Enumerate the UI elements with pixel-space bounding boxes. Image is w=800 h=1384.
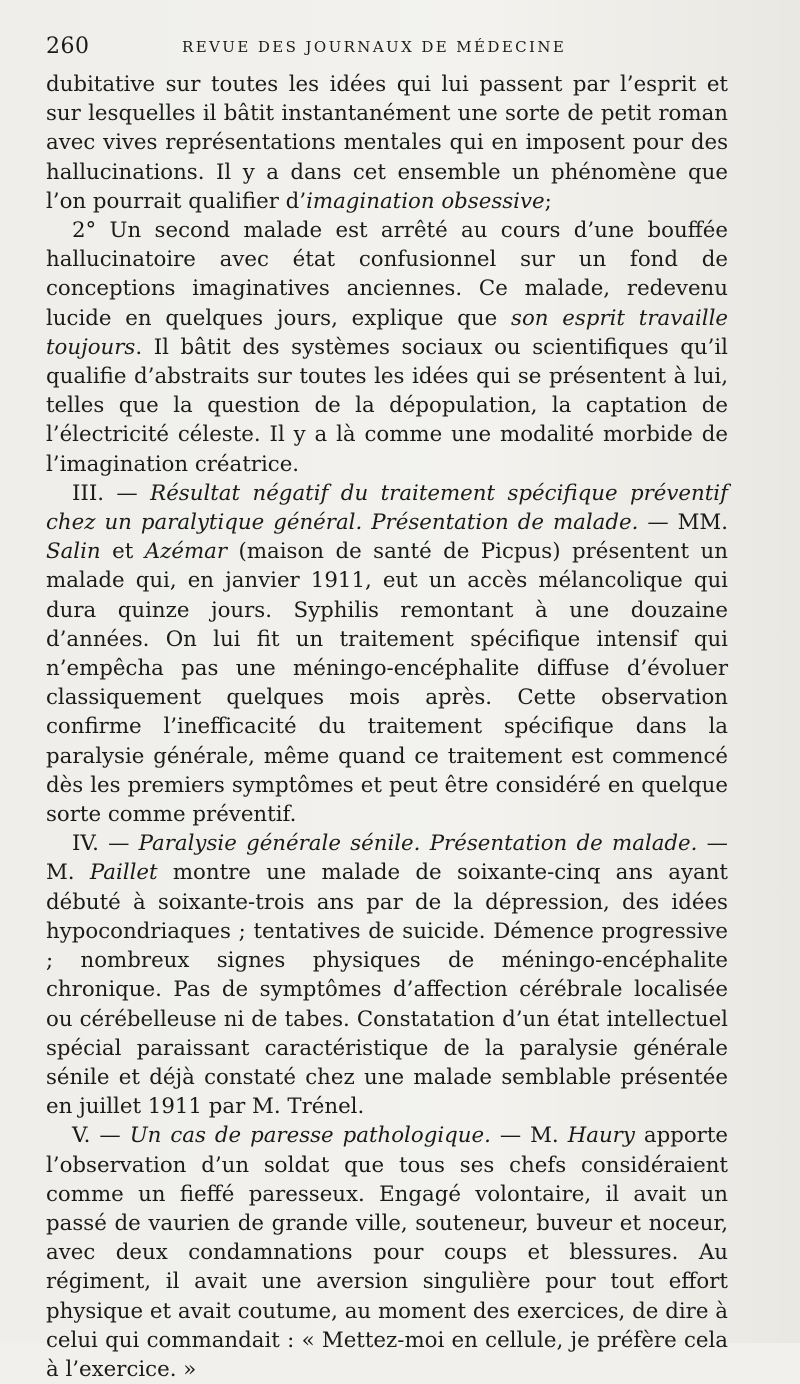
text-run: — MM. xyxy=(638,510,729,536)
author-name: Haury xyxy=(567,1123,635,1149)
text-run: dubitative sur toutes les idées qui lui passent par l’esprit et sur lesquelles il bâtit instantanément une sorte de petit roman avec vives représentations mentales qui en imposent pour des hallucinations. Il y a dans cet ensemble un phénomène que l’on pourrait qualifier d’ xyxy=(46,72,728,214)
text-run: apporte l’observation d’un soldat que tous ses chefs considéraient comme un fieffé paresseux. Engagé volontaire, il avait un passé de vaurien de grande ville, souteneur, buveur et noceur, avec deux condamnations pour coups et blessures. Au régiment, il avait une aversion singulière pour tout effort physique et avait coutume, au moment des exercices, de dire à celui qui commandait : « Mettez-moi en cellule, je préfère cela à l’exercice. » xyxy=(46,1123,728,1382)
paragraph-section-iii xyxy=(46,479,728,829)
page-number: 260 xyxy=(46,34,90,59)
paragraph-second-patient xyxy=(46,216,728,479)
author-name: Paillet xyxy=(89,860,158,886)
italic-text: imagination obsessive xyxy=(306,188,545,214)
text-run: (maison de santé de Picpus) présentent un malade qui, en janvier 1911, eut un accès mélancolique qui dura quinze jours. Syphilis remontant à une douzaine d’années. On lui fit un traitement spécifique intensif qui n’empêcha pas une méningo-encéphalite diffuse d’évoluer classiquement quelques mois après. Cette observation confirme l’inefficacité du traitement spécifique dans la paralysie générale, même quand ce traitement est commencé dès les premiers symptômes et peut être considéré en quelque sorte comme préventif. xyxy=(46,539,728,828)
section-title: Résultat négatif du traitement spécifique préventif chez un paralytique général. Présentation de malade. xyxy=(46,480,728,536)
text-run: montre une malade de soixante-cinq ans ayant débuté à soixante-trois ans par de la dépression, des idées hypocondriaques ; tentatives de suicide. Démence progressive ; nombreux signes physiques de méningo-encéphalite chronique. Pas de symptômes d’affection cérébrale localisée ou cérébelleuse ni de tabes. Constatation d’un état intellectuel spécial paraissant caractéristique de la paralysie générale sénile et déjà constaté chez une malade semblable présentée en juillet 1911 par M. Trénel. xyxy=(46,860,728,1120)
paragraph-section-iv xyxy=(46,829,728,1121)
page-header xyxy=(46,34,726,64)
body-text xyxy=(46,70,728,1384)
section-title: Un cas de paresse pathologique. xyxy=(129,1123,491,1149)
text-run: ; xyxy=(544,188,552,214)
text-run: . Il bâtit des systèmes sociaux ou scientifiques qu’il qualifie d’abstraits sur toutes les idées qui se présentent à lui, telles que la question de la dépopulation, la captation de l’électricité céleste. Il y a là comme une modalité morbide de l’imagination créatrice. xyxy=(46,334,728,477)
section-title: Paralysie générale sénile. Présentation de malade. xyxy=(138,831,698,857)
italic-text: son esprit travaille toujours xyxy=(46,305,728,360)
section-number: V. — xyxy=(72,1123,130,1149)
paragraph-continued xyxy=(46,70,728,216)
text-run: — M. xyxy=(46,831,728,886)
paragraph-section-v xyxy=(46,1121,728,1384)
author-name: Azémar xyxy=(144,539,228,565)
text-run: 2° Un second malade est arrêté au cours d’une bouffée hallucinatoire avec état confusionnel sur un fond de conceptions imaginatives anciennes. Ce malade, redevenu lucide en quelques jours, explique que xyxy=(46,218,728,331)
author-name: Salin xyxy=(46,539,101,565)
section-number: III. — xyxy=(72,480,151,506)
text-run: et xyxy=(100,539,145,565)
text-run: — M. xyxy=(490,1123,568,1149)
running-head: REVUE DES JOURNAUX DE MÉDECINE xyxy=(182,38,567,56)
section-number: IV. — xyxy=(72,831,139,857)
